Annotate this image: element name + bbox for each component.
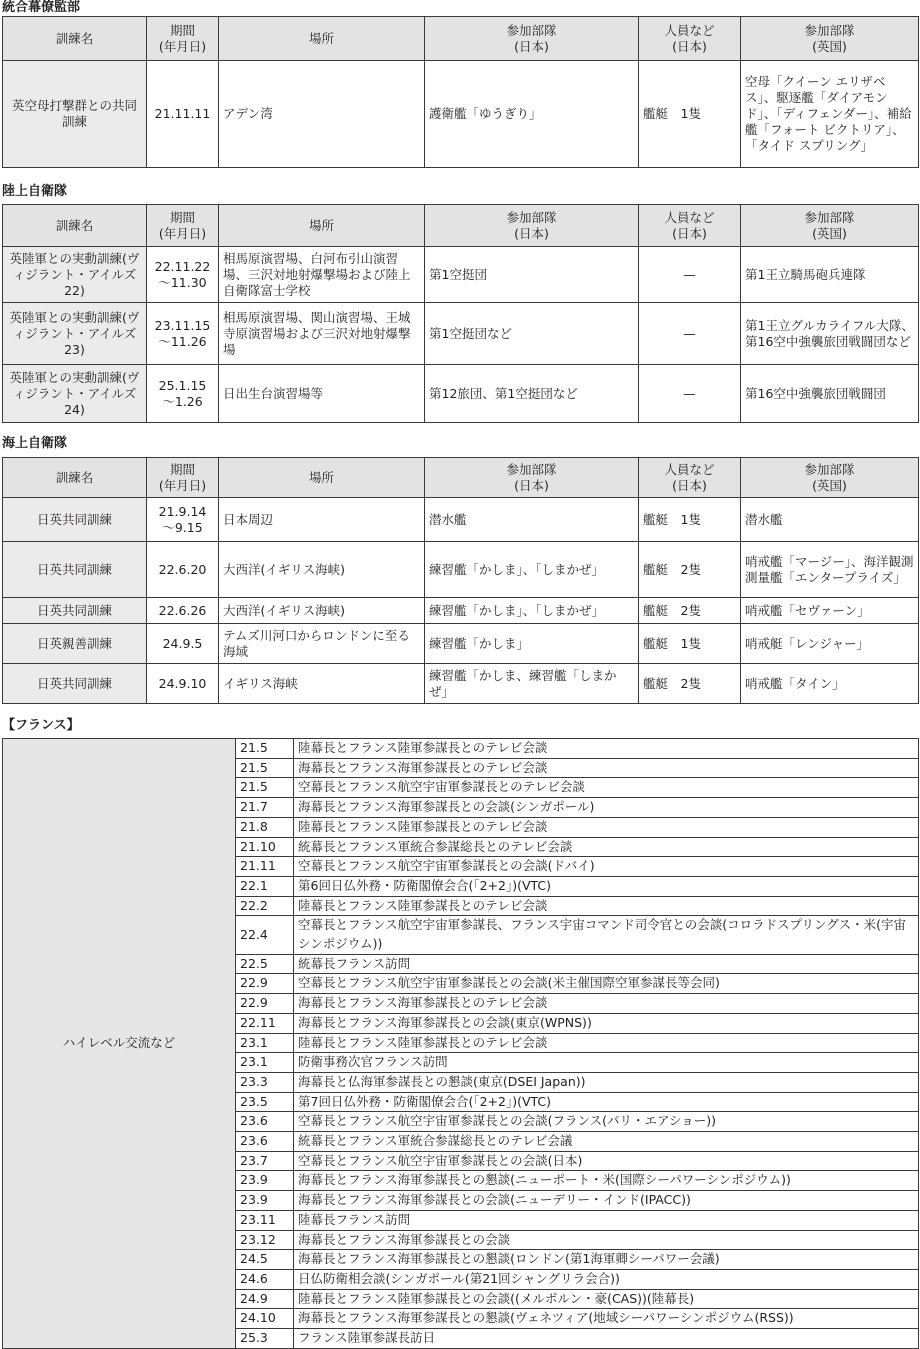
event-date: 25.3: [236, 1329, 294, 1349]
personnel: 艦艇 2隻: [639, 542, 741, 598]
units-uk: 哨戒艦「マージー」、海洋観測測量艦「エンタープライズ」: [741, 542, 919, 598]
header-name: 訓練名: [3, 17, 147, 61]
table-row: [3, 664, 919, 704]
event-text: 第7回日仏外務・防衛閣僚会合(「2+2」)(VTC): [294, 1092, 919, 1112]
header-units-japan: 参加部隊 (日本): [425, 205, 639, 247]
event-date: 23.5: [236, 1092, 294, 1112]
training-name: 日英共同訓練: [3, 598, 147, 624]
event-text: フランス陸軍参謀長訪日: [294, 1329, 919, 1349]
event-text: 海幕長とフランス海軍参謀長との会談(東京(WPNS)): [294, 1013, 919, 1033]
event-date: 23.7: [236, 1151, 294, 1171]
event-date: 21.5: [236, 739, 294, 759]
event-text: 海幕長と仏海軍参謀長との懇談(東京(DSEI Japan)): [294, 1072, 919, 1092]
event-date: 23.6: [236, 1132, 294, 1152]
event-date: 23.6: [236, 1112, 294, 1132]
training-place: 大西洋(イギリス海峡): [219, 542, 425, 598]
section-title-france: 【フランス】: [2, 718, 80, 733]
event-date: 21.7: [236, 798, 294, 818]
event-date: 23.11: [236, 1210, 294, 1230]
units-japan: 第1空挺団など: [425, 303, 639, 365]
event-date: 23.9: [236, 1171, 294, 1191]
event-date: 24.10: [236, 1309, 294, 1329]
event-text: 海幕長とフランス海軍参謀長との会談(シンガポール): [294, 798, 919, 818]
header-personnel: 人員など (日本): [639, 205, 741, 247]
section-title-msdf: 海上自衛隊: [2, 436, 68, 451]
event-date: 24.6: [236, 1269, 294, 1289]
event-text: 空幕長とフランス航空宇宙軍参謀長、フランス宇宙コマンド司令官との会談(コロラドスプリングス・米(宇宙シンポジウム)): [294, 916, 919, 954]
personnel: —: [639, 365, 741, 423]
table-row: [3, 542, 919, 598]
section-title-joint-staff: 統合幕僚監部: [2, 0, 81, 15]
event-text: 海幕長とフランス海軍参謀長との会談(ニューデリー・インド(IPACC)): [294, 1191, 919, 1211]
training-period: 22.6.26: [147, 598, 219, 624]
event-text: 空幕長とフランス航空宇宙軍参謀長との会談(ドバイ): [294, 857, 919, 877]
category-label: ハイレベル交流など: [3, 739, 236, 1349]
units-japan: 練習艦「かしま」、「しまかぜ」: [425, 542, 639, 598]
header-personnel: 人員など (日本): [639, 17, 741, 61]
units-uk: 第1王立騎馬砲兵連隊: [741, 247, 919, 303]
event-text: 空幕長とフランス航空宇宙軍参謀長との会談(日本): [294, 1151, 919, 1171]
event-date: 21.5: [236, 758, 294, 778]
units-uk: 潜水艦: [741, 498, 919, 542]
training-name: 英陸軍との実動訓練(ヴィジラント・アイルズ22): [3, 247, 147, 303]
event-text: 陸幕長とフランス陸軍参謀長とのテレビ会談: [294, 739, 919, 759]
header-units-japan: 参加部隊 (日本): [425, 458, 639, 498]
event-text: 海幕長とフランス海軍参謀長とのテレビ会談: [294, 758, 919, 778]
personnel: —: [639, 303, 741, 365]
training-place: 日本周辺: [219, 498, 425, 542]
table-row: [3, 61, 919, 168]
personnel: 艦艇 2隻: [639, 664, 741, 704]
training-period: 22.11.22 ～11.30: [147, 247, 219, 303]
event-date: 22.9: [236, 994, 294, 1014]
event-date: 23.1: [236, 1033, 294, 1053]
personnel: —: [639, 247, 741, 303]
event-date: 22.4: [236, 916, 294, 954]
units-japan: 練習艦「かしま」、「しまかぜ」: [425, 598, 639, 624]
training-period: 24.9.10: [147, 664, 219, 704]
personnel: 艦艇 1隻: [639, 624, 741, 664]
event-date: 23.9: [236, 1191, 294, 1211]
event-text: 第6回日仏外務・防衛閣僚会合(「2+2」)(VTC): [294, 876, 919, 896]
event-text: 空幕長とフランス航空宇宙軍参謀長との会談(米主催国際空軍参謀長等会同): [294, 974, 919, 994]
units-uk: 哨戒艦「セヴァーン」: [741, 598, 919, 624]
event-date: 22.9: [236, 974, 294, 994]
training-name: 日英共同訓練: [3, 664, 147, 704]
units-japan: 潜水艦: [425, 498, 639, 542]
event-date: 21.8: [236, 817, 294, 837]
event-text: 統幕長とフランス軍統合参謀総長とのテレビ会議: [294, 1132, 919, 1152]
table-row: [3, 598, 919, 624]
table-row: [3, 247, 919, 303]
event-text: 陸幕長とフランス陸軍参謀長とのテレビ会談: [294, 817, 919, 837]
personnel: 艦艇 2隻: [639, 598, 741, 624]
joint-staff-table: [2, 16, 919, 168]
table-row: [3, 303, 919, 365]
event-text: 陸幕長とフランス陸軍参謀長とのテレビ会談: [294, 896, 919, 916]
event-date: 22.5: [236, 954, 294, 974]
training-place: 相馬原演習場、関山演習場、王城寺原演習場および三沢対地射爆撃場: [219, 303, 425, 365]
event-text: 海幕長とフランス海軍参謀長との懇談(ロンドン(第1海軍卿シーパワー会議): [294, 1250, 919, 1270]
training-place: テムズ川河口からロンドンに至る海域: [219, 624, 425, 664]
event-text: 陸幕長フランス訪問: [294, 1210, 919, 1230]
header-personnel: 人員など (日本): [639, 458, 741, 498]
training-period: 22.6.20: [147, 542, 219, 598]
units-japan: 練習艦「かしま」: [425, 624, 639, 664]
event-date: 22.2: [236, 896, 294, 916]
header-name: 訓練名: [3, 458, 147, 498]
training-place: イギリス海峡: [219, 664, 425, 704]
units-japan: 練習艦「かしま、練習艦「しまかぜ」: [425, 664, 639, 704]
event-date: 21.11: [236, 857, 294, 877]
units-uk: 哨戒艦「タイン」: [741, 664, 919, 704]
personnel: 艦艇 1隻: [639, 498, 741, 542]
event-date: 24.9: [236, 1289, 294, 1309]
event-date: 23.3: [236, 1072, 294, 1092]
training-period: 23.11.15 ～11.26: [147, 303, 219, 365]
units-japan: 第12旅団、第1空挺団など: [425, 365, 639, 423]
event-text: 海幕長とフランス海軍参謀長との会談: [294, 1230, 919, 1250]
event-date: 21.10: [236, 837, 294, 857]
units-japan: 護衛艦「ゆうぎり」: [425, 61, 639, 168]
training-period: 24.9.5: [147, 624, 219, 664]
header-period: 期間 (年月日): [147, 17, 219, 61]
event-text: 防衛事務次官フランス訪問: [294, 1053, 919, 1073]
header-name: 訓練名: [3, 205, 147, 247]
event-date: 23.12: [236, 1230, 294, 1250]
training-place: 相馬原演習場、白河布引山演習場、三沢対地射爆撃場および陸上自衛隊富士学校: [219, 247, 425, 303]
header-units-uk: 参加部隊 (英国): [741, 458, 919, 498]
event-text: 陸幕長とフランス陸軍参謀長とのテレビ会談: [294, 1033, 919, 1053]
event-text: 海幕長とフランス海軍参謀長とのテレビ会談: [294, 994, 919, 1014]
header-units-uk: 参加部隊 (英国): [741, 205, 919, 247]
event-date: 21.5: [236, 778, 294, 798]
event-text: 空幕長とフランス航空宇宙軍参謀長とのテレビ会談: [294, 778, 919, 798]
event-text: 空幕長とフランス航空宇宙軍参謀長との会談(フランス(パリ・エアショー)): [294, 1112, 919, 1132]
header-period: 期間 (年月日): [147, 205, 219, 247]
header-period: 期間 (年月日): [147, 458, 219, 498]
units-uk: 第16空中強襲旅団戦闘団: [741, 365, 919, 423]
personnel: 艦艇 1隻: [639, 61, 741, 168]
units-uk: 第1王立グルカライフル大隊、第16空中強襲旅団戦闘団など: [741, 303, 919, 365]
units-uk: 哨戒艇「レンジャー」: [741, 624, 919, 664]
header-units-uk: 参加部隊 (英国): [741, 17, 919, 61]
training-name: 日英共同訓練: [3, 542, 147, 598]
event-text: 日仏防衛相会談(シンガポール(第21回シャングリラ会合)): [294, 1269, 919, 1289]
event-text: 海幕長とフランス海軍参謀長との懇談(ヴェネツィア(地域シーパワーシンポジウム(RSS)): [294, 1309, 919, 1329]
header-place: 場所: [219, 458, 425, 498]
table-row: [3, 498, 919, 542]
header-place: 場所: [219, 17, 425, 61]
event-text: 海幕長とフランス海軍参謀長との懇談(ニューポート・米(国際シーパワーシンポジウム)): [294, 1171, 919, 1191]
training-name: 日英共同訓練: [3, 498, 147, 542]
training-name: 英陸軍との実動訓練(ヴィジラント・アイルズ23): [3, 303, 147, 365]
event-text: 統幕長とフランス軍統合参謀総長とのテレビ会談: [294, 837, 919, 857]
france-table: [2, 738, 919, 1349]
training-name: 英空母打撃群との共同訓練: [3, 61, 147, 168]
table-row: [3, 624, 919, 664]
event-text: 統幕長フランス訪問: [294, 954, 919, 974]
event-date: 24.5: [236, 1250, 294, 1270]
training-period: 25.1.15 ～1.26: [147, 365, 219, 423]
training-name: 英陸軍との実動訓練(ヴィジラント・アイルズ24): [3, 365, 147, 423]
units-japan: 第1空挺団: [425, 247, 639, 303]
gsdf-table: [2, 204, 919, 423]
training-period: 21.11.11: [147, 61, 219, 168]
event-text: 陸幕長とフランス陸軍参謀長との会談((メルボルン・豪(CAS))(陸幕長): [294, 1289, 919, 1309]
event-date: 23.1: [236, 1053, 294, 1073]
event-date: 22.1: [236, 876, 294, 896]
event-date: 22.11: [236, 1013, 294, 1033]
table-row: [3, 365, 919, 423]
units-uk: 空母「クイーン エリザベス」、駆逐艦「ダイアモンド」、「ディフェンダー」、補給艦「フォート ビクトリア」、「タイド スプリング」: [741, 61, 919, 168]
section-title-gsdf: 陸上自衛隊: [2, 184, 68, 199]
training-name: 日英親善訓練: [3, 624, 147, 664]
training-place: アデン湾: [219, 61, 425, 168]
training-period: 21.9.14 ～9.15: [147, 498, 219, 542]
training-place: 大西洋(イギリス海峡): [219, 598, 425, 624]
msdf-table: [2, 457, 919, 704]
header-units-japan: 参加部隊 (日本): [425, 17, 639, 61]
training-place: 日出生台演習場等: [219, 365, 425, 423]
header-place: 場所: [219, 205, 425, 247]
list-item: [3, 739, 919, 759]
